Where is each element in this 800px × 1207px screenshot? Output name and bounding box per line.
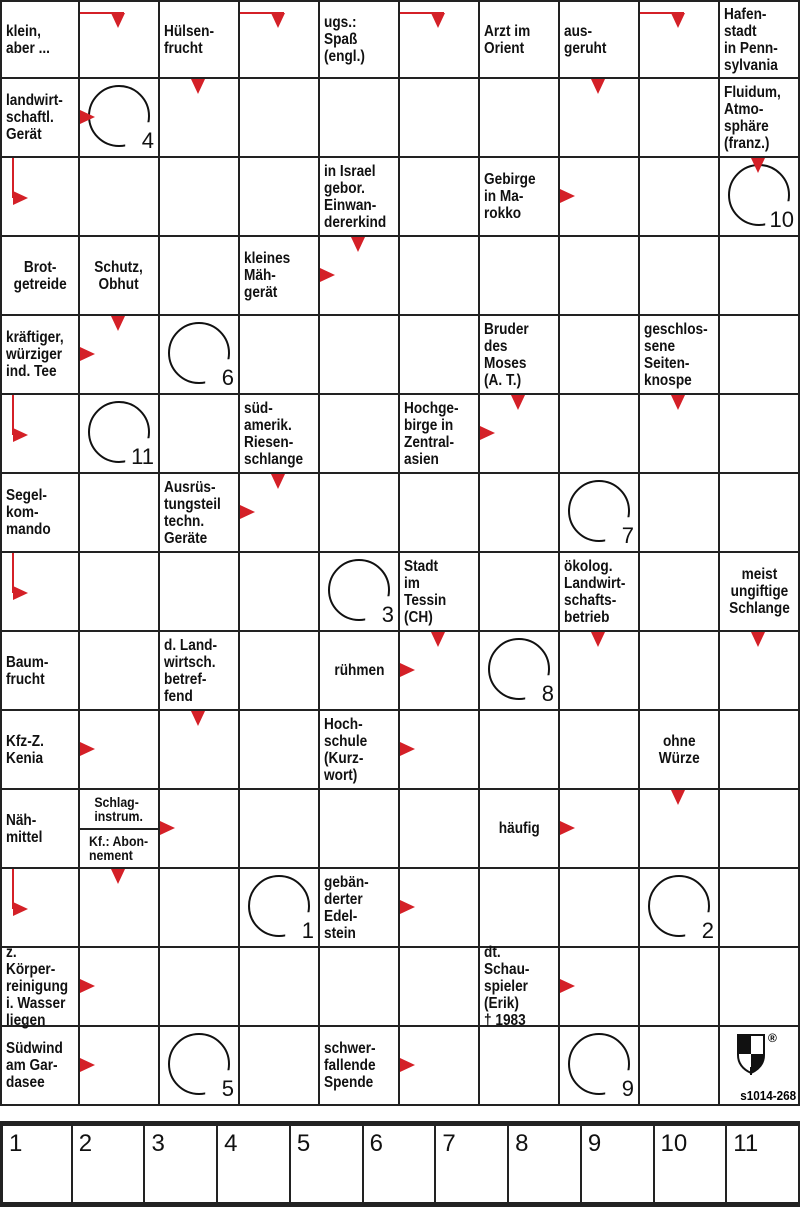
- grid-cell[interactable]: [240, 632, 320, 711]
- clue-cell: [0, 316, 80, 395]
- grid-cell[interactable]: [400, 474, 480, 553]
- clue-cell: [560, 0, 640, 79]
- solution-box-number: 1: [9, 1130, 23, 1157]
- grid-cell[interactable]: [320, 553, 400, 632]
- registered-mark: ®: [768, 1031, 777, 1045]
- clue-cell: [160, 474, 240, 553]
- grid-cell[interactable]: [80, 553, 160, 632]
- clue-text: Kfz-Z. Kenia: [6, 732, 44, 767]
- split-clue-cell: [80, 790, 160, 869]
- arrow-down-icon: [191, 711, 205, 726]
- grid-cell[interactable]: [240, 711, 320, 790]
- solution-strip: [0, 1121, 800, 1207]
- grid-cell[interactable]: [720, 158, 800, 237]
- grid-cell[interactable]: [560, 158, 640, 237]
- grid-cell[interactable]: [480, 237, 560, 316]
- clue-text: Näh- mittel: [6, 811, 43, 846]
- grid-cell[interactable]: [160, 790, 240, 869]
- grid-cell[interactable]: [0, 553, 80, 632]
- clue-cell: [320, 0, 400, 79]
- grid-cell[interactable]: [480, 869, 560, 948]
- arrow-right-icon: [160, 821, 175, 835]
- clue-text: landwirt- schaftl. Gerät: [6, 92, 63, 143]
- clue-text: aus- geruht: [564, 22, 607, 57]
- grid-cell[interactable]: [320, 395, 400, 474]
- clue-text: geschlos- sene Seiten- knospe: [644, 320, 708, 389]
- clue-text: ohne Würze: [658, 732, 700, 767]
- solution-box-number: 7: [442, 1130, 456, 1157]
- grid-cell[interactable]: [160, 237, 240, 316]
- solution-box[interactable]: [0, 1126, 73, 1202]
- grid-cell[interactable]: [80, 869, 160, 948]
- solution-circle: [168, 1033, 230, 1095]
- grid-cell[interactable]: [640, 79, 720, 158]
- grid-cell[interactable]: [320, 474, 400, 553]
- grid-cell[interactable]: [480, 711, 560, 790]
- arrow-down-icon: [671, 790, 685, 805]
- solution-box-number: 6: [369, 1130, 383, 1157]
- clue-text: häufig: [498, 820, 540, 837]
- grid-cell[interactable]: [240, 790, 320, 869]
- clue-text: Schlag- instrum.: [94, 793, 144, 824]
- grid-cell[interactable]: [0, 869, 80, 948]
- grid-cell[interactable]: [720, 948, 800, 1027]
- grid-cell[interactable]: [640, 632, 720, 711]
- puzzle-code: s1014-268: [740, 1088, 796, 1103]
- solution-box-number: 4: [224, 1130, 238, 1157]
- solution-box[interactable]: [364, 1126, 437, 1202]
- solution-number: 1: [301, 918, 314, 943]
- clue-cell: [0, 790, 80, 869]
- clue-text: Kf.: Abon- nement: [89, 833, 149, 864]
- clue-text: Gebirge in Ma- rokko: [484, 171, 536, 222]
- grid-cell[interactable]: [720, 711, 800, 790]
- grid-cell[interactable]: [640, 237, 720, 316]
- clue-text: Arzt im Orient: [484, 22, 531, 57]
- clue-text: rühmen: [333, 662, 385, 679]
- clue-cell: [480, 944, 560, 1029]
- solution-box-number: 10: [660, 1130, 688, 1157]
- clue-text: Hoch- schule (Kurz- wort): [324, 715, 368, 784]
- arrow-right-icon: [560, 189, 575, 203]
- clue-cell: [720, 79, 800, 158]
- grid-cell[interactable]: [560, 316, 640, 395]
- solution-number: 9: [621, 1076, 634, 1101]
- solution-number: 11: [131, 444, 154, 469]
- solution-circle: [88, 85, 150, 147]
- grid-cell[interactable]: [80, 632, 160, 711]
- grid-cell[interactable]: [240, 474, 320, 553]
- arrow-down-icon: [431, 632, 445, 647]
- solution-box[interactable]: [509, 1126, 582, 1202]
- shield-logo-icon: [736, 1033, 766, 1075]
- grid-cell[interactable]: [400, 790, 480, 869]
- grid-cell[interactable]: [400, 316, 480, 395]
- grid-cell[interactable]: [80, 158, 160, 237]
- grid-cell[interactable]: [480, 79, 560, 158]
- grid-cell[interactable]: [560, 948, 640, 1027]
- grid-cell[interactable]: [560, 711, 640, 790]
- arrow-right-icon: [240, 505, 255, 519]
- grid-cell[interactable]: [480, 632, 560, 711]
- grid-cell[interactable]: [400, 158, 480, 237]
- arrow-right-icon: [400, 663, 415, 677]
- grid-cell[interactable]: [80, 316, 160, 395]
- clue-cell: [400, 395, 480, 474]
- clue-text: ugs.: Spaß (engl.): [324, 14, 365, 65]
- clue-cell: [400, 553, 480, 632]
- grid-cell[interactable]: [80, 79, 160, 158]
- solution-circle: [328, 559, 390, 621]
- grid-cell[interactable]: [720, 395, 800, 474]
- clue-text: Schutz, Obhut: [94, 258, 144, 293]
- clue-cell: [0, 0, 80, 79]
- clue-cell: [0, 237, 80, 316]
- grid-cell[interactable]: [400, 948, 480, 1027]
- clue-cell: [320, 869, 400, 948]
- arrow-down-icon: [591, 79, 605, 94]
- solution-box[interactable]: [582, 1126, 655, 1202]
- grid-cell[interactable]: [160, 79, 240, 158]
- arrow-down-icon: [191, 79, 205, 94]
- grid-cell[interactable]: [640, 395, 720, 474]
- clue-text: z. Körper- reinigung i. Wasser liegen: [6, 944, 69, 1029]
- clue-cell: [480, 790, 560, 869]
- solution-box[interactable]: [291, 1126, 364, 1202]
- grid-cell[interactable]: [720, 790, 800, 869]
- grid-cell[interactable]: [720, 632, 800, 711]
- solution-circle: [248, 875, 310, 937]
- grid-cell[interactable]: [240, 316, 320, 395]
- grid-cell[interactable]: [320, 790, 400, 869]
- grid-cell[interactable]: [560, 237, 640, 316]
- arrow-right-icon: [80, 347, 95, 361]
- clue-half-bottom: [80, 830, 158, 868]
- clue-text: meist ungiftige Schlange: [728, 566, 790, 617]
- grid-cell[interactable]: [400, 0, 480, 79]
- grid-cell[interactable]: [320, 948, 400, 1027]
- publisher-logo-cell: [720, 1027, 800, 1106]
- solution-number: 3: [381, 602, 394, 627]
- grid-cell[interactable]: [640, 948, 720, 1027]
- grid-cell[interactable]: [720, 474, 800, 553]
- solution-circle: [168, 322, 230, 384]
- solution-box-number: 11: [733, 1130, 759, 1157]
- clue-text: Hafen- stadt in Penn- sylvania: [724, 5, 778, 74]
- clue-cell: [640, 316, 720, 395]
- clue-text: dt. Schau- spieler (Erik) † 1983: [484, 944, 530, 1029]
- grid-cell[interactable]: [160, 1027, 240, 1106]
- solution-number: 8: [541, 681, 554, 706]
- clue-text: Fluidum, Atmo- sphäre (franz.): [724, 83, 781, 152]
- clue-cell: [480, 158, 560, 237]
- clue-text: schwer- fallende Spende: [324, 1040, 376, 1091]
- clue-cell: [0, 79, 80, 158]
- clue-cell: [0, 632, 80, 711]
- grid-cell[interactable]: [640, 474, 720, 553]
- grid-cell[interactable]: [0, 158, 80, 237]
- clue-cell: [80, 237, 160, 316]
- clue-text: Südwind am Gar- dasee: [6, 1040, 63, 1091]
- solution-circle: [568, 480, 630, 542]
- grid-cell[interactable]: [0, 395, 80, 474]
- arrow-right-icon: [80, 979, 95, 993]
- solution-box[interactable]: [145, 1126, 218, 1202]
- clue-text: Ausrüs- tungsteil techn. Geräte: [164, 478, 221, 547]
- clue-text: Segel- kom- mando: [6, 487, 51, 538]
- grid-cell[interactable]: [560, 395, 640, 474]
- grid-cell[interactable]: [720, 316, 800, 395]
- grid-cell[interactable]: [160, 948, 240, 1027]
- arrow-right-icon: [480, 426, 495, 440]
- grid-cell[interactable]: [560, 869, 640, 948]
- grid-cell[interactable]: [720, 869, 800, 948]
- arrow-down-icon: [671, 395, 685, 410]
- grid-cell[interactable]: [560, 474, 640, 553]
- grid-cell[interactable]: [160, 869, 240, 948]
- clue-half-top: [80, 790, 158, 828]
- arrow-right-icon: [560, 979, 575, 993]
- grid-cell[interactable]: [160, 711, 240, 790]
- grid-cell[interactable]: [640, 1027, 720, 1106]
- grid-cell[interactable]: [160, 316, 240, 395]
- solution-number: 6: [221, 365, 234, 390]
- arrow-down-icon: [271, 474, 285, 489]
- solution-box[interactable]: [436, 1126, 509, 1202]
- clue-cell: [480, 0, 560, 79]
- grid-cell[interactable]: [480, 1027, 560, 1106]
- clue-text: klein, aber ...: [6, 22, 50, 57]
- arrow-right-icon: [400, 742, 415, 756]
- solution-number: 5: [221, 1076, 234, 1101]
- grid-cell[interactable]: [640, 158, 720, 237]
- clue-cell: [0, 1027, 80, 1106]
- grid-cell[interactable]: [640, 790, 720, 869]
- solution-box-number: 9: [587, 1130, 602, 1157]
- grid-cell[interactable]: [80, 0, 160, 79]
- clue-text: Baum- frucht: [6, 653, 49, 688]
- solution-circle: [488, 638, 550, 700]
- grid-cell[interactable]: [240, 869, 320, 948]
- grid-cell[interactable]: [160, 553, 240, 632]
- grid-cell[interactable]: [80, 948, 160, 1027]
- clue-cell: [240, 237, 320, 316]
- clue-cell: [0, 711, 80, 790]
- arrow-right-icon: [320, 268, 335, 282]
- arrow-right-icon: [560, 821, 575, 835]
- grid-cell[interactable]: [480, 474, 560, 553]
- solution-box[interactable]: [727, 1126, 800, 1202]
- clue-cell: [640, 711, 720, 790]
- arrow-right-icon: [80, 110, 95, 124]
- clue-cell: [320, 1027, 400, 1106]
- solution-number: 4: [141, 128, 154, 153]
- grid-cell[interactable]: [560, 1027, 640, 1106]
- grid-cell[interactable]: [320, 237, 400, 316]
- clue-text: gebän- derter Edel- stein: [324, 873, 369, 942]
- grid-cell[interactable]: [160, 158, 240, 237]
- grid-cell[interactable]: [240, 158, 320, 237]
- solution-circle: [648, 875, 710, 937]
- grid-cell[interactable]: [400, 79, 480, 158]
- grid-cell[interactable]: [640, 869, 720, 948]
- grid-cell[interactable]: [320, 316, 400, 395]
- solution-number: 7: [621, 523, 634, 548]
- solution-box-number: 3: [151, 1130, 165, 1157]
- arrow-right-icon: [400, 1058, 415, 1072]
- clue-cell: [160, 632, 240, 711]
- clue-text: Stadt im Tessin (CH): [404, 557, 447, 626]
- solution-box[interactable]: [655, 1126, 728, 1202]
- grid-cell[interactable]: [640, 0, 720, 79]
- grid-cell[interactable]: [320, 79, 400, 158]
- arrow-down-icon: [591, 632, 605, 647]
- arrow-down-icon: [351, 237, 365, 252]
- clue-text: ökolog. Landwirt- schafts- betrieb: [564, 557, 626, 626]
- grid-cell[interactable]: [720, 237, 800, 316]
- arrow-down-icon: [751, 632, 765, 647]
- solution-circle: [568, 1033, 630, 1095]
- grid-cell[interactable]: [560, 790, 640, 869]
- solution-box[interactable]: [218, 1126, 291, 1202]
- grid-cell[interactable]: [560, 632, 640, 711]
- clue-cell: [320, 632, 400, 711]
- clue-text: kräftiger, würziger ind. Tee: [6, 329, 64, 380]
- solution-number: 2: [701, 918, 714, 943]
- grid-cell[interactable]: [240, 948, 320, 1027]
- grid-cell[interactable]: [400, 632, 480, 711]
- clue-cell: [160, 0, 240, 79]
- arrow-down-icon: [751, 158, 765, 173]
- grid-cell[interactable]: [80, 1027, 160, 1106]
- grid-cell[interactable]: [480, 553, 560, 632]
- clue-cell: [0, 474, 80, 553]
- clue-cell: [320, 711, 400, 790]
- clue-text: Hülsen- frucht: [164, 22, 215, 57]
- grid-cell[interactable]: [80, 711, 160, 790]
- clue-cell: [240, 395, 320, 474]
- grid-cell[interactable]: [240, 1027, 320, 1106]
- arrow-right-icon: [400, 900, 415, 914]
- clue-text: Bruder des Moses (A. T.): [484, 320, 529, 389]
- arrow-down-icon: [111, 869, 125, 884]
- clue-cell: [720, 553, 800, 632]
- grid-cell[interactable]: [400, 237, 480, 316]
- grid-cell[interactable]: [240, 553, 320, 632]
- arrow-down-icon: [511, 395, 525, 410]
- clue-text: kleines Mäh- gerät: [244, 250, 291, 301]
- solution-box-number: 5: [296, 1130, 311, 1157]
- arrow-right-icon: [80, 1058, 95, 1072]
- grid-cell[interactable]: [560, 79, 640, 158]
- grid-cell[interactable]: [400, 869, 480, 948]
- solution-box-number: 2: [78, 1130, 93, 1157]
- clue-text: süd- amerik. Riesen- schlange: [244, 399, 304, 468]
- solution-number: 10: [769, 207, 794, 232]
- grid-cell[interactable]: [240, 0, 320, 79]
- grid-cell[interactable]: [160, 395, 240, 474]
- grid-cell[interactable]: [400, 711, 480, 790]
- grid-cell[interactable]: [480, 395, 560, 474]
- clue-text: in Israel gebor. Einwan- dererkind: [324, 162, 387, 231]
- clue-cell: [720, 0, 800, 79]
- solution-box-number: 8: [515, 1130, 529, 1157]
- clue-cell: [320, 158, 400, 237]
- grid-cell[interactable]: [640, 553, 720, 632]
- clue-cell: [0, 944, 80, 1029]
- clue-cell: [560, 553, 640, 632]
- grid-cell[interactable]: [80, 395, 160, 474]
- clue-text: Brot- getreide: [13, 258, 67, 293]
- arrow-right-icon: [80, 742, 95, 756]
- solution-box[interactable]: [73, 1126, 146, 1202]
- grid-cell[interactable]: [400, 1027, 480, 1106]
- grid-cell[interactable]: [80, 474, 160, 553]
- arrow-down-icon: [111, 316, 125, 331]
- clue-cell: [480, 316, 560, 395]
- clue-text: Hochge- birge in Zentral- asien: [404, 399, 459, 468]
- grid-cell[interactable]: [240, 79, 320, 158]
- clue-text: d. Land- wirtsch. betref- fend: [164, 636, 218, 705]
